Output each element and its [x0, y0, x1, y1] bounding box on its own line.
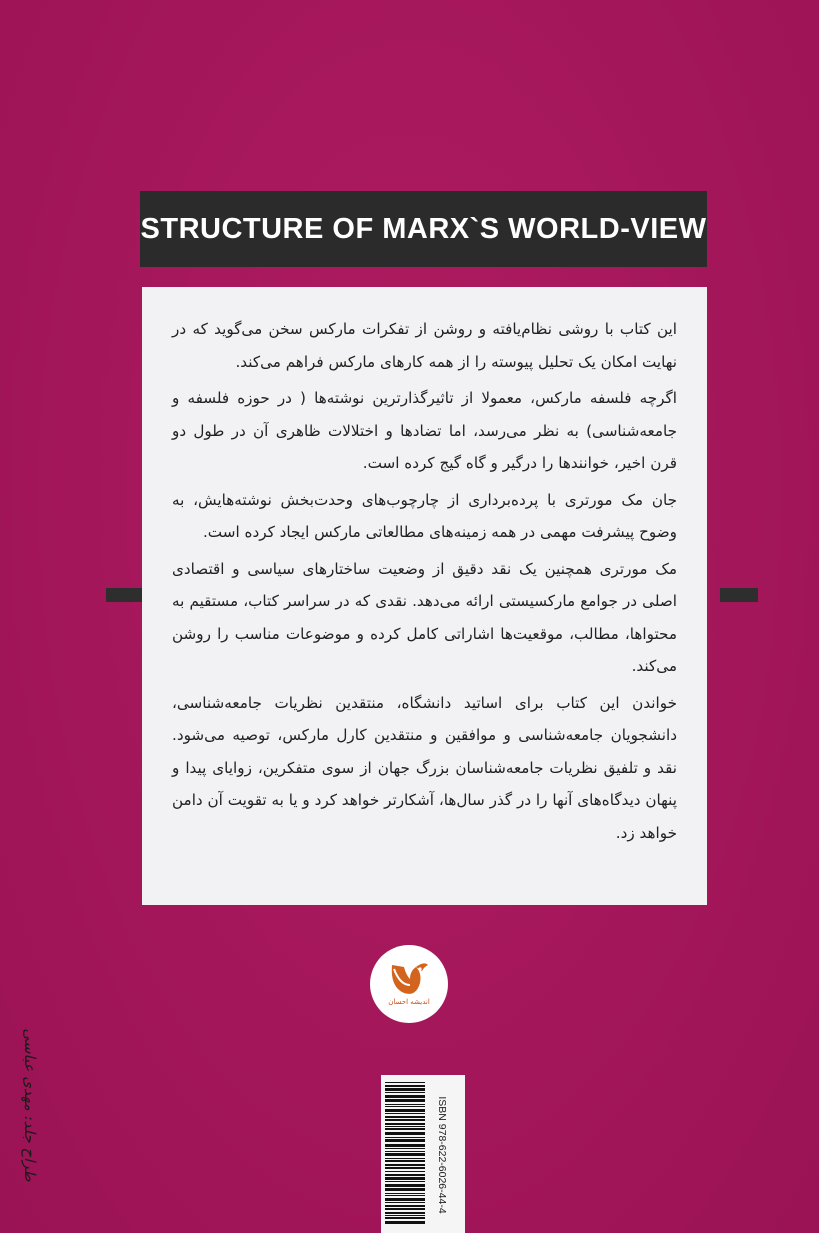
barcode-bar [385, 1198, 425, 1201]
barcode [381, 1075, 465, 1233]
blurb-paragraph-1: این کتاب با روشی نظام‌یافته و روشن از تفکرات مارکس سخن می‌گوید که در نهایت امکان یک تحلیل پیوسته را از همه کارهای مارکس فراهم می‌کند. [172, 320, 677, 371]
blurb-paragraph-4: مک مورتری همچنین یک نقد دقیق از وضعیت ساختارهای سیاسی و اقتصادی اصلی در جوامع مارکسیستی ارائه می‌دهد. نقدی که در سراسر کتاب، مستقیم به محتواها، مطالب، موقعیت‌ها اشاراتی کامل کرده و موضوعات مناسب را روشن می‌کند. [172, 559, 677, 675]
blurb-paragraph-5: خواندن این کتاب برای اساتید دانشگاه، منتقدین نظریات جامعه‌شناسی، دانشجویان جامعه‌شناسی و موافقین و منتقدین کارل مارکس، توصیه می‌شود. نقد و تلفیق نظریات جامعه‌شناسان بزرگ جهان از سوی متفکرین، زوایای پیدا و پنهان دیدگاه‌های آنها را در گذر سال‌ها، آشکارتر خواهد کرد و یا به تقویت آن دامن خواهد زد. [172, 693, 677, 842]
barcode-bar [385, 1171, 425, 1172]
barcode-bar [385, 1164, 425, 1166]
barcode-bar [385, 1123, 425, 1125]
barcode-bar [385, 1139, 425, 1142]
blurb-paragraph-2: اگرچه فلسفه مارکس، معمولا از تاثیرگذارترین نوشته‌ها ( در حوزه فلسفه و جامعه‌شناسی) به نظر می‌رسد، اما تضادها و اختلالات ظاهری آن در طول دو قرن اخیر، خوانندها را درگیر و گاه گیج کرده است. [172, 389, 677, 472]
barcode-bar [385, 1088, 425, 1091]
publisher-name: اندیشه احسان [388, 998, 430, 1006]
barcode-bar [385, 1104, 425, 1105]
barcode-bar [385, 1144, 425, 1147]
barcode-bar [385, 1195, 425, 1196]
blurb-panel [142, 287, 707, 905]
barcode-bar [385, 1092, 425, 1093]
barcode-bar [385, 1126, 425, 1127]
barcode-bar [385, 1099, 425, 1102]
barcode-bar [385, 1202, 425, 1203]
barcode-bar [385, 1167, 425, 1169]
barcode-bar [385, 1160, 425, 1162]
cover-title-bar [140, 191, 707, 267]
barcode-bar [385, 1153, 425, 1156]
barcode-bar [385, 1116, 425, 1118]
barcode-bar [385, 1128, 425, 1130]
barcode-bar [385, 1085, 425, 1087]
barcode-bar [385, 1151, 425, 1152]
english-title: STRUCTURE OF MARX`S WORLD-VIEW [140, 212, 707, 245]
barcode-bar [385, 1148, 425, 1149]
barcode-bar [385, 1119, 425, 1121]
bird-logo-icon [370, 945, 448, 1023]
barcode-bar [385, 1113, 425, 1114]
barcode-bar [385, 1082, 425, 1083]
barcode-bars [385, 1080, 429, 1230]
left-side-mark [106, 588, 144, 602]
barcode-bar [385, 1132, 425, 1135]
blurb-paragraph-3: جان مک مورتری با پرده‌برداری از چارچوب‌های وحدت‌بخش نوشته‌هایش، به وضوح پیشرفت مهمی در همه زمینه‌های مطالعاتی مارکس ایجاد کرده است. [172, 490, 677, 541]
barcode-bar [385, 1215, 425, 1216]
barcode-bar [385, 1095, 425, 1098]
designer-credit: طراح جلد: مهدی عباسی [21, 1028, 39, 1182]
barcode-bar [385, 1174, 425, 1176]
right-side-mark [720, 588, 758, 602]
barcode-bar [385, 1106, 425, 1107]
isbn-label: ISBN 978-622-6026-44-4 [436, 1096, 448, 1214]
barcode-bar [385, 1221, 425, 1224]
barcode-bar [385, 1177, 425, 1180]
barcode-bar [385, 1212, 425, 1214]
barcode-bar [385, 1158, 425, 1159]
barcode-bar [385, 1217, 425, 1219]
barcode-bar [385, 1181, 425, 1182]
barcode-bar [385, 1109, 425, 1112]
barcode-bar [385, 1137, 425, 1138]
barcode-bar [385, 1184, 425, 1187]
barcode-bar [385, 1208, 425, 1210]
barcode-bar [385, 1188, 425, 1191]
publisher-logo [370, 945, 448, 1023]
barcode-bar [385, 1205, 425, 1207]
barcode-bar [385, 1193, 425, 1194]
